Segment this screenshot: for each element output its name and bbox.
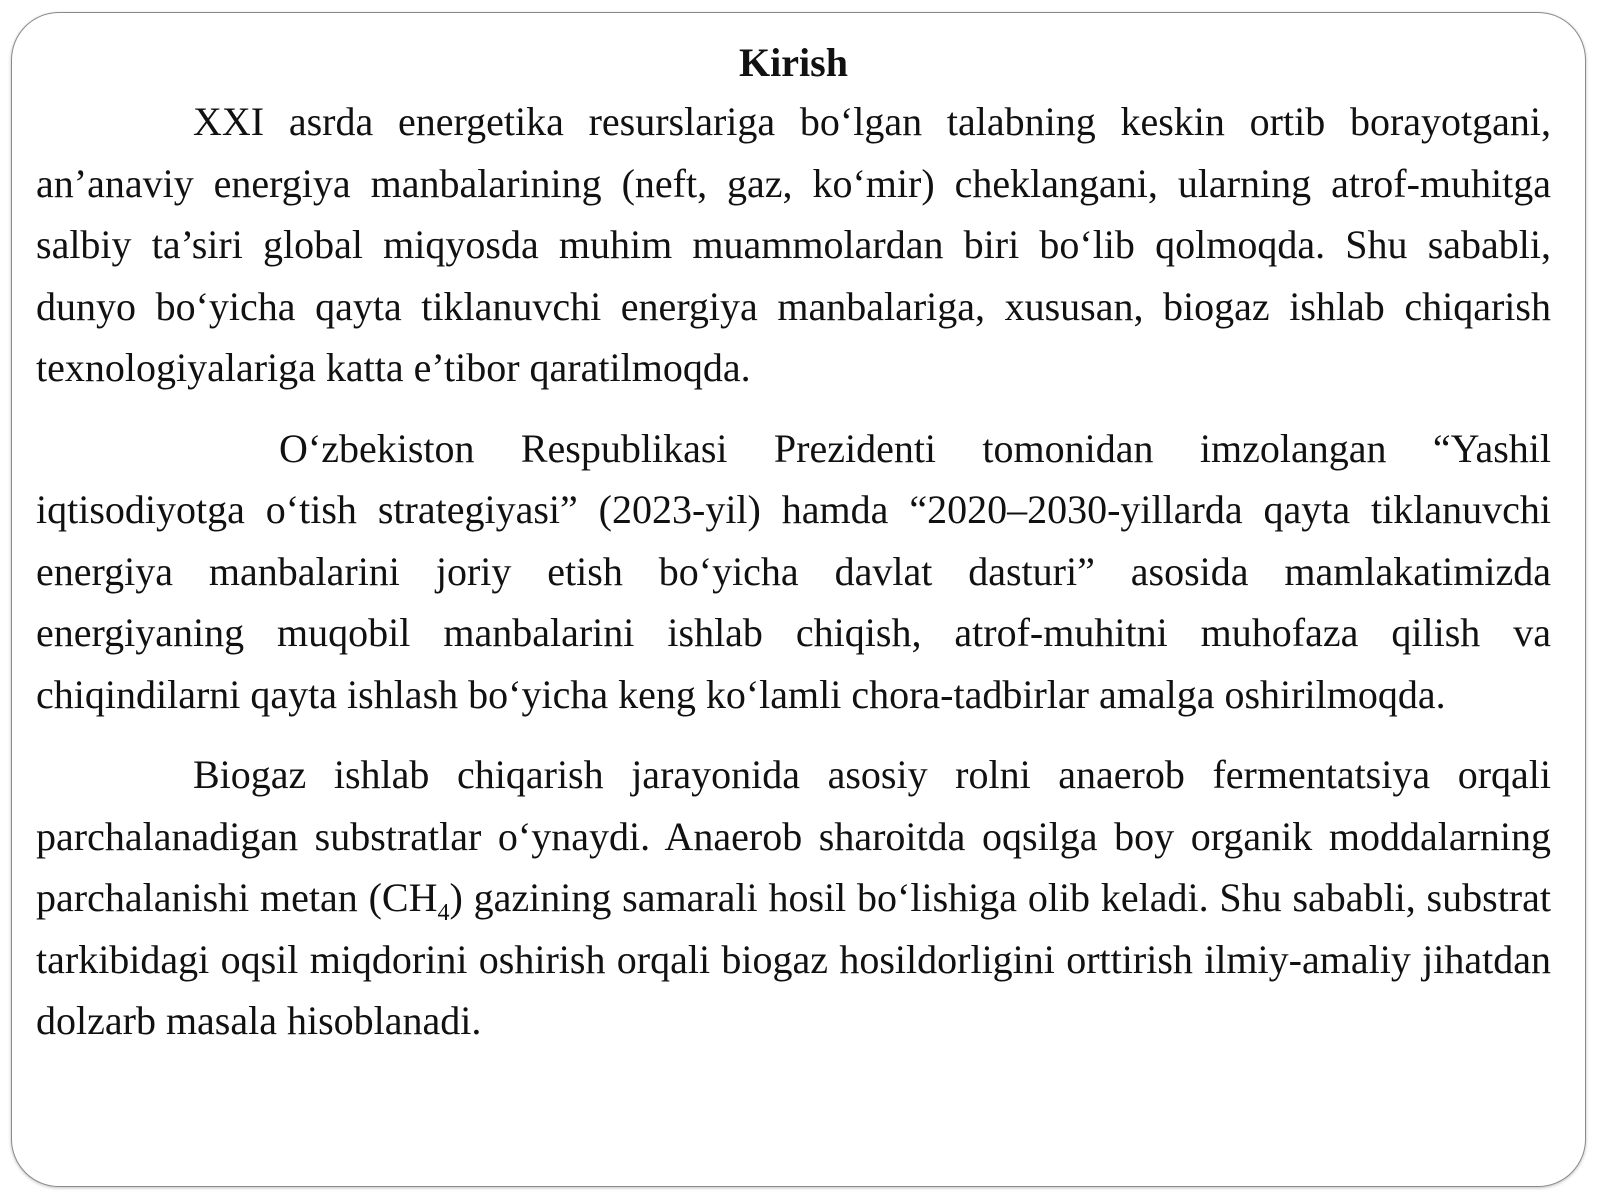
paragraph-biogas-text-after: ) gazining samarali hosil bo‘lishiga olib keladi. Shu sababli, substrat tarkibidagi oqsil miqdorini oshirish orqali biogaz hosildorligini orttirish ilmiy-amaliy jihatdan dolzarb masala hisoblanadi.: [36, 875, 1551, 1043]
document-card: [11, 12, 1586, 1187]
paragraph-intro: XXI asrda energetika resurslariga bo‘lgan talabning keskin ortib borayotgani, an’anaviy energiya manbalarining (neft, gaz, ko‘mir) cheklangani, ularning atrof-muhitga salbiy ta’siri global miqyosda muhim muammolardan biri bo‘lib qolmoqda. Shu sababli, dunyo bo‘yicha qayta tiklanuvchi energiya manbalariga, xususan, biogaz ishlab chiqarish texnologiyalariga katta e’tibor qaratilmoqda.: [36, 99, 1551, 390]
paragraph-biogas: [36, 744, 1551, 1052]
paragraph-strategy: O‘zbekiston Respublikasi Prezidenti tomonidan imzolangan “Yashil iqtisodiyotga o‘tish strategiyasi” (2023-yil) hamda “2020–2030-yillarda qayta tiklanuvchi energiya manbalarini joriy etish bo‘yicha davlat dasturi” asosida mamlakatimizda energiyaning muqobil manbalarini ishlab chiqish, atrof-muhitni muhofaza qilish va chiqindilarni qayta ishlash bo‘yicha keng ko‘lamli chora-tadbirlar amalga oshirilmoqda.: [36, 425, 1551, 717]
methane-subscript: 4: [437, 900, 450, 926]
document-title: Kirish: [739, 40, 848, 85]
paragraph-biogas-text-before: Biogaz ishlab chiqarish jarayonida asosiy rolni anaerob fermentatsiya orqali parchalanadigan substratlar o‘ynaydi. Anaerob sharoitda oqsilga boy organik moddalarning parchalanishi metan (CH: [36, 752, 1551, 920]
